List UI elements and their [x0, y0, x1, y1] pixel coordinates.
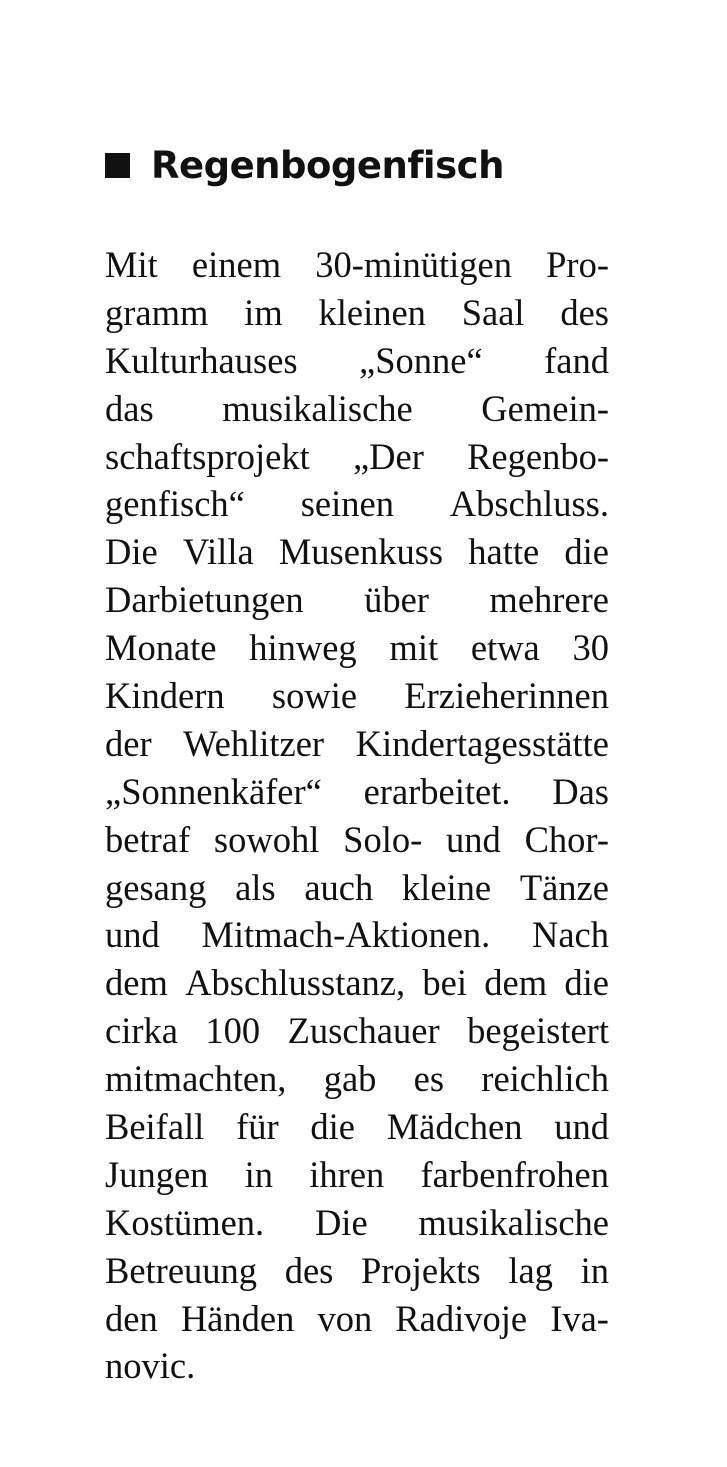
word: Tänze [519, 866, 609, 908]
word: gramm [105, 291, 209, 333]
word: einem [191, 244, 282, 285]
text-line [105, 768, 609, 816]
word: Iva- [550, 1297, 609, 1339]
word: und [446, 818, 501, 860]
word: in [580, 1249, 609, 1291]
word: Mitmach-Aktionen. [201, 914, 491, 956]
word: Erzieherinnen [404, 675, 609, 717]
word: Villa [182, 531, 254, 573]
word: Kindern [105, 675, 225, 717]
word: des [560, 291, 609, 333]
text-line [105, 1055, 609, 1103]
word: Betreuung [105, 1249, 258, 1291]
word: sowie [271, 675, 358, 717]
word: Monate [105, 627, 217, 669]
word: Die [105, 531, 158, 573]
word: Radivoje [395, 1297, 528, 1339]
word: gab [323, 1058, 377, 1100]
word: Pro- [546, 244, 609, 285]
word: kleinen [318, 291, 426, 333]
text-line [105, 624, 609, 672]
word: über [364, 579, 429, 621]
word: genfisch“ [105, 483, 245, 525]
word: als [235, 866, 276, 908]
word: Saal [461, 291, 525, 333]
word: kleine [401, 866, 492, 908]
word: 100 [205, 1010, 261, 1052]
article-headline [105, 138, 609, 192]
word: hinweg [249, 627, 357, 669]
word: hatte [468, 531, 540, 573]
word: dem [484, 962, 548, 1004]
word: Das [552, 770, 609, 812]
word: Regenbo- [467, 435, 609, 477]
word: mehrere [489, 579, 609, 621]
word: Händen [180, 1297, 295, 1339]
word: Jungen [105, 1153, 209, 1195]
text-line [105, 289, 609, 337]
word: die [564, 531, 609, 573]
word: Zuschauer [287, 1010, 440, 1052]
word: gesang [105, 866, 207, 908]
word: Kulturhauses [105, 339, 298, 381]
word: den [105, 1297, 158, 1339]
text-line [105, 720, 609, 768]
article-body [105, 241, 609, 1390]
text-line [105, 864, 609, 912]
word: begeistert [467, 1010, 609, 1052]
word: etwa [470, 627, 540, 669]
word: Die [314, 1201, 368, 1243]
text-line [105, 480, 609, 528]
word: und [105, 914, 160, 956]
word: Projekts [361, 1249, 481, 1291]
article [105, 138, 609, 1390]
word: der [105, 722, 152, 764]
text-line [105, 433, 609, 481]
text-line [105, 241, 609, 289]
word: Abschlusstanz, [185, 962, 406, 1004]
word: musikalische [418, 1201, 609, 1243]
word: bei [422, 962, 467, 1004]
word: „Sonne“ [359, 339, 483, 381]
word: cirka [105, 1010, 178, 1052]
word: Mädchen [386, 1106, 523, 1148]
text-line [105, 1007, 609, 1055]
word: dem [105, 962, 168, 1004]
text-line [105, 672, 609, 720]
word: „Der [352, 435, 424, 477]
word: betraf [105, 818, 191, 860]
word: Nach [531, 914, 609, 956]
word: Kindertagesstätte [355, 722, 609, 764]
text-line [105, 1295, 609, 1343]
word: mit [389, 627, 439, 669]
text-line [105, 816, 609, 864]
word: für [236, 1106, 279, 1148]
word: lag [508, 1249, 553, 1291]
word: Darbietungen [105, 579, 304, 621]
word: Wehlitzer [183, 722, 325, 764]
text-line [105, 1103, 609, 1151]
word: im [244, 291, 283, 333]
square-bullet-icon [105, 153, 130, 178]
text-line: novic. [105, 1345, 196, 1387]
word: 30 [572, 627, 609, 669]
word: „Sonnenkäfer“ [105, 770, 322, 812]
word: die [310, 1106, 355, 1148]
text-line [105, 385, 609, 433]
word: musikalische [222, 387, 413, 429]
word: auch [304, 866, 374, 908]
word: ihren [309, 1153, 385, 1195]
word: schaftsprojekt [105, 435, 310, 477]
headline-text: Regenbogenfisch [151, 143, 504, 187]
text-line [105, 1151, 609, 1199]
word: und [554, 1106, 609, 1148]
word: Gemein- [481, 387, 609, 429]
word: des [284, 1249, 334, 1291]
word: in [244, 1153, 274, 1195]
text-line [105, 1247, 609, 1295]
text-line [105, 576, 609, 624]
text-line [105, 911, 609, 959]
word: sowohl [213, 818, 320, 860]
text-line [105, 528, 609, 576]
text-line [105, 1199, 609, 1247]
text-line [105, 959, 609, 1007]
word: Solo- [343, 818, 423, 860]
word: farbenfrohen [420, 1153, 609, 1195]
word: von [317, 1297, 373, 1339]
word: reichlich [481, 1058, 609, 1100]
word: erarbeitet. [363, 770, 511, 812]
word: es [413, 1058, 445, 1100]
word: fand [544, 339, 609, 381]
word: das [105, 387, 154, 429]
word: Kostümen. [105, 1201, 265, 1243]
word: mitmachten, [105, 1058, 287, 1100]
word: seinen [300, 483, 394, 525]
word: Musenkuss [278, 531, 444, 573]
word: Beifall [105, 1106, 205, 1148]
word: die [564, 962, 609, 1004]
word: Abschluss. [449, 483, 609, 525]
word: Chor- [524, 818, 609, 860]
text-line [105, 337, 609, 385]
word: 30-minütigen [315, 244, 512, 285]
word: Mit [105, 244, 158, 285]
